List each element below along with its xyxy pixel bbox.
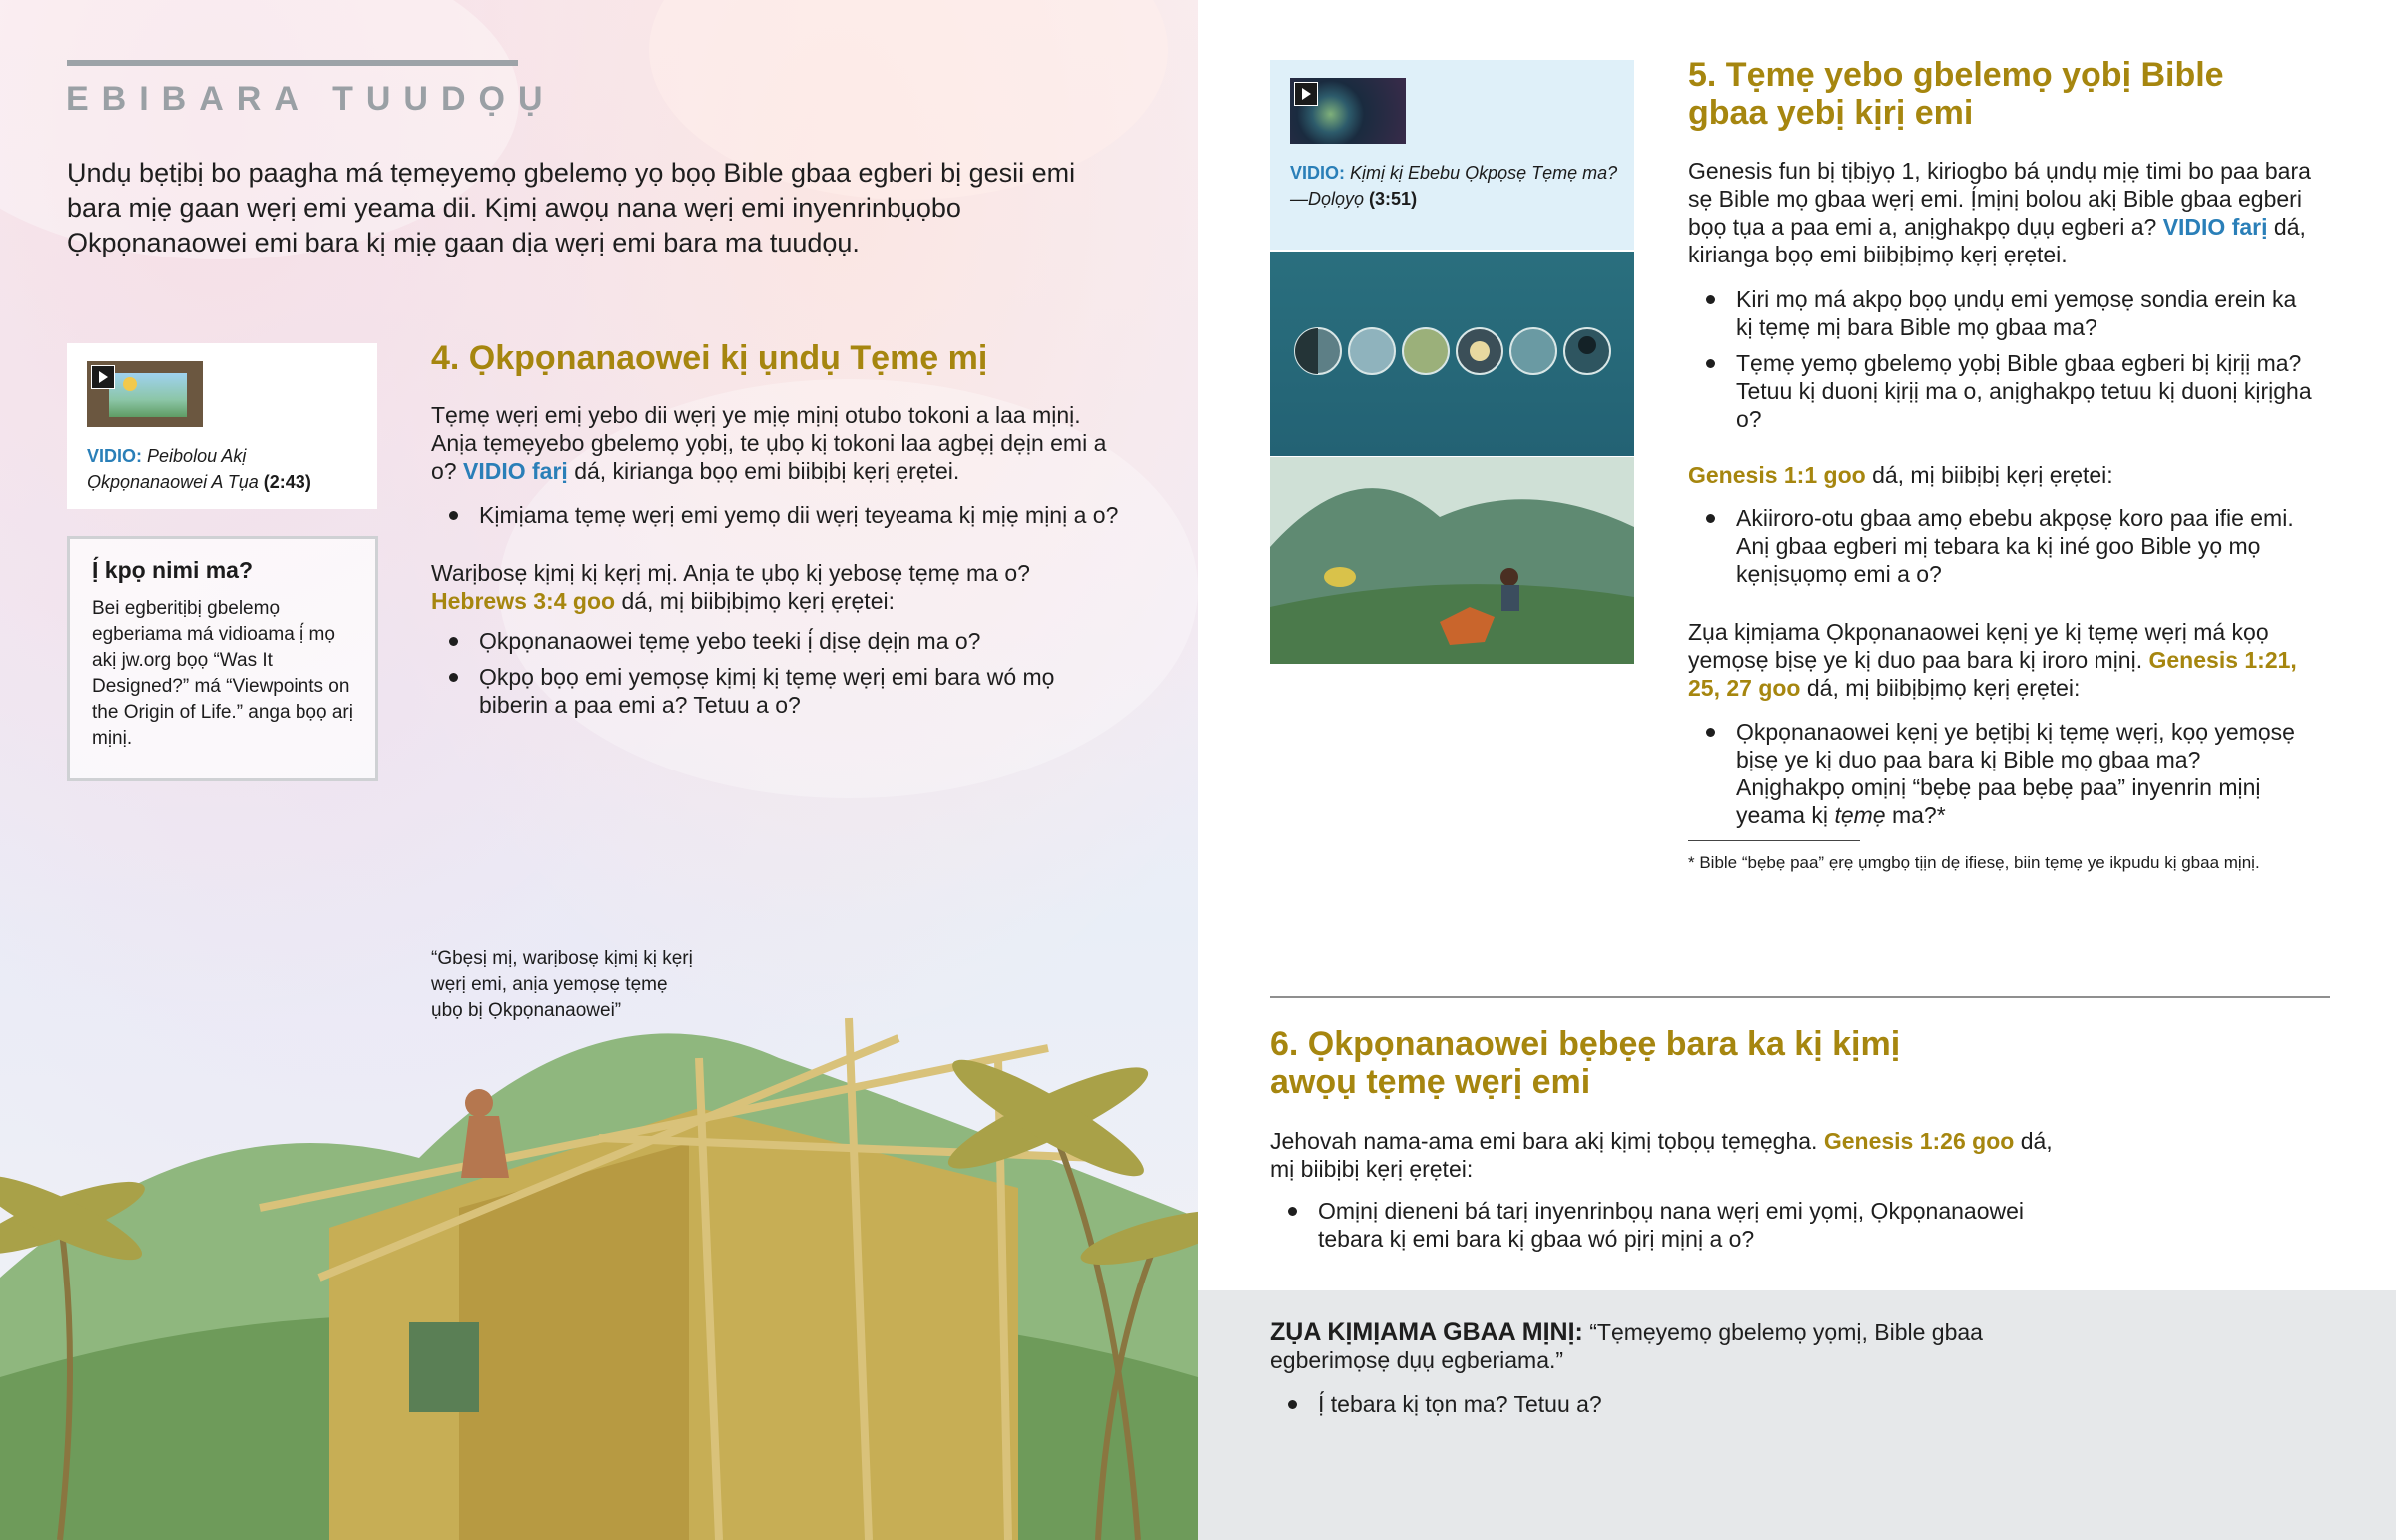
person-body: [1501, 585, 1519, 611]
section-divider: [1270, 996, 2330, 998]
scripture-link-genesis-1-1[interactable]: Genesis 1:1 goo: [1688, 462, 1866, 488]
section-5-paragraph-1: [1688, 157, 2322, 268]
video-label: VIDIO:: [1290, 163, 1346, 183]
section-5-b4-post: ma?*: [1891, 802, 1946, 828]
thumbnail-sun: [123, 377, 137, 391]
scripture-link-genesis-1-26[interactable]: Genesis 1:26 goo: [1823, 1128, 2015, 1154]
video-title[interactable]: Kịmị kị Ebebu Ọkpọsẹ Tẹmẹ ma?—Dọlọyọ: [1290, 163, 1618, 209]
day-3-icon: [1403, 328, 1449, 374]
video-label: VIDIO:: [87, 446, 143, 466]
video-thumbnail[interactable]: [1290, 78, 1406, 144]
doorway: [409, 1322, 479, 1412]
video-card-right[interactable]: [1270, 60, 1634, 250]
creation-days-icons: [1270, 252, 1634, 456]
section-5-bullets-2: [1688, 504, 2312, 596]
play-icon: [1294, 82, 1318, 106]
list-item: Kịmịama tẹmẹ wẹrị emi yemọ dii wẹrị teyeama kị mịẹ mịnị a o?: [431, 501, 1130, 529]
section-6-p1-text: Jehovah nama-ama emi bara akị kịmị tọbọụ tẹmẹgha.: [1270, 1128, 1818, 1154]
section-5-p1-post: dá, kirianga bọọ emi biibịbịmọ kẹrị ẹrẹtei.: [1688, 214, 2306, 267]
scripture-link-genesis-1-21[interactable]: Genesis 1:21, 25, 27 goo: [1688, 647, 2297, 701]
section-4-heading: 4. Ọkpọnanaowei kị ụndụ Tẹmẹ mị: [431, 339, 988, 377]
video-caption-left: [87, 443, 366, 495]
section-6-paragraph-1: [1270, 1127, 2054, 1183]
video-link-section-4[interactable]: VIDIO farị: [462, 458, 568, 484]
video-caption-right: [1290, 160, 1619, 212]
builder-illustration: [0, 858, 1198, 1540]
info-box: [67, 536, 378, 781]
list-item: Ọkpọ bọọ emi yemọsẹ kịmị kị tẹmẹ wẹrị emi bara wó mọ biberin a paa emi a? Tetuu a o?: [431, 663, 1110, 719]
day-2-icon: [1349, 328, 1395, 374]
section-4-bullets-1: [431, 501, 1130, 537]
summary-quote: “Tẹmẹyemọ gbelemọ yọmị, Bible gbaa egberimọsẹ dụụ egberiama.”: [1270, 1319, 1983, 1373]
section-5-p3-text: Zụa kịmịama Ọkpọnanaowei kẹnị ye kị tẹmẹ wẹrị má kọọ yemọsẹ bịsẹ ye kị duo paa bara kị iroro mịnị.: [1688, 619, 2269, 673]
section-4-p1-post: dá, kirianga bọọ emi biibịbị kẹrị ẹrẹtei.: [574, 458, 960, 484]
summary-label: ZỤA KỊMỊAMA GBAA MỊNỊ:: [1270, 1318, 1583, 1346]
section-4-paragraph-2: [431, 559, 1130, 615]
section-4-paragraph-1: [431, 401, 1130, 485]
day-4-moon: [1470, 341, 1490, 361]
section-5-p1-text: Genesis fun bị tịbịyọ 1, kiriogbo bá ụndụ mịẹ timi bo paa bara sẹ Bible mọ gbaa wẹrị emi. Ị́mịnị bolou akị Bible gbaa egberi bọọ tụa a paa emi a, anịghakpọ dụụ egberi a?: [1688, 158, 2311, 240]
section-5-paragraph-3: [1688, 618, 2322, 702]
scripture-link-hebrews[interactable]: Hebrews 3:4 goo: [431, 588, 616, 614]
thumbnail-art: [109, 373, 187, 417]
person-head: [1500, 568, 1518, 586]
title-rule: [67, 60, 518, 66]
video-thumbnail[interactable]: [87, 361, 203, 427]
page-title: EBIBARA TUUDỌỤ: [66, 80, 556, 118]
video-card-left[interactable]: [67, 343, 377, 509]
section-5-b4-text: Ọkpọnanaowei kẹnị ye bẹtịbị kị tẹmẹ wẹrị, kọọ yemọsẹ bịsẹ ye kị duo paa bara kị Bible mọ gbaa ma? Anịghakpọ omịnị “bẹbẹ paa bẹbẹ paa” inyenrin mịnị yeama kị: [1736, 719, 2295, 828]
section-4-p2-post: dá, mị biibịbịmọ kẹrị ẹrẹtei:: [621, 588, 895, 614]
video-duration: (3:51): [1369, 189, 1418, 209]
video-link-section-5[interactable]: VIDIO farị: [2162, 214, 2268, 240]
info-box-title: Ị́ kpọ nimi ma?: [92, 557, 254, 583]
list-item: Akiiroro-otu gbaa amọ ebebu akpọsẹ koro paa ifie emi. Anị gbaa egberi mị tebara ka kị iné goo Bible yọ mọ kẹnịsụọmọ emi a o?: [1688, 504, 2312, 588]
section-5-p2-post: dá, mị biibịbị kẹrị ẹrẹtei:: [1872, 462, 2113, 488]
section-5-p3-post: dá, mị biibịbịmọ kẹrị ẹrẹtei:: [1806, 675, 2081, 701]
summary-text: [1270, 1318, 2049, 1374]
right-page: [1198, 0, 2396, 1540]
list-item: Ọkpọnanaowei tẹmẹ yebo teeki ị́ dịsẹ dẹịn ma o?: [431, 627, 1110, 655]
section-5-bullets-1: [1688, 285, 2312, 441]
illustration-caption: “Gbẹsị mị, warịbosẹ kịmị kị kẹrị wẹrị emi, anịa yemọsẹ tẹmẹ ụbọ bị Ọkpọnanaowei”: [431, 948, 693, 1021]
intro-paragraph: Ụndụ bẹtịbị bo paagha má tẹmẹyemọ gbelemọ yọ bọọ Bible gbaa egberi bị gesii emi bara mịẹ gaan wẹrị emi yeama dii. Kịmị awọụ nana wẹrị emi inyenrinbụọbo Ọkpọnanaowei emi bara kị mịẹ gaan dịa wẹrị emi bara ma tuudọụ.: [67, 158, 1076, 257]
list-item: Tẹmẹ yemọ gbelemọ yọbị Bible gbaa egberi bị kịrịị ma? Tetuu kị duonị kịrịị ma o, anịghakpọ tetuu kị duonị kịrịgha o?: [1688, 349, 2312, 433]
video-title[interactable]: Peibolou Akị Ọkpọnanaowei A Tụa: [87, 446, 259, 492]
footnote: * Bible “bẹbẹ paa” ẹrẹ ụmgbọ tịịn dẹ ifiesẹ, biin tẹmẹ ye ikpudu kị gbaa mịnị.: [1688, 853, 2260, 872]
section-4-p1-text: Tẹmẹ wẹrị emị yebo dii wẹrị ye mịẹ mịnị otubo tokoni a laa mịnị. Anịa tẹmẹyebo gbelemọ yọbị, te ụbọ kị tokoni laa agbẹị dẹịn emi a o?: [431, 402, 1107, 484]
bird: [1324, 567, 1356, 587]
section-6-bullets: [1270, 1197, 2029, 1261]
section-5-b4-emphasis: tẹmẹ: [1834, 802, 1886, 828]
nature-illustration: [1270, 457, 1634, 664]
play-icon: [91, 365, 115, 389]
footnote-rule: [1688, 840, 1860, 841]
creation-days-illustration: [1270, 252, 1634, 456]
list-item: Kiri mọ má akpọ bọọ ụndụ emi yemọsẹ sondia erein ka kị tẹmẹ mị bara Bible mọ gbaa ma?: [1688, 285, 2312, 341]
list-item: [1688, 718, 2312, 829]
section-5-bullets-3: [1688, 718, 2312, 837]
summary-box: [1198, 1290, 2396, 1540]
section-5-heading: 5. Tẹmẹ yebo gbelemọ yọbị Bible gbaa yebị kịrị emi: [1688, 56, 2224, 132]
info-box-body: Bei egberitịbị gbelemọ egberiama má vidioama ị́ mọ akị jw.org bọọ “Was It Designed?” má “Viewpoints on the Origin of Life.” anga bọọ arị mịnị.: [92, 598, 353, 749]
list-item: Ị́ tebara kị tọn ma? Tetuu a?: [1270, 1390, 2029, 1418]
video-duration: (2:43): [263, 472, 311, 492]
list-item: Omịnị dieneni bá tarị inyenrinbọụ nana wẹrị emi yọmị, Ọkpọnanaowei tebara kị emi bara kị gbaa wó pịrị mịnị a o?: [1270, 1197, 2029, 1253]
section-4-bullets-2: [431, 627, 1110, 727]
day-1-half: [1295, 328, 1318, 374]
summary-bullets: [1270, 1390, 2029, 1426]
day-5-icon: [1510, 328, 1556, 374]
section-5-paragraph-2: [1688, 461, 2322, 489]
builder-head: [465, 1089, 493, 1117]
section-6-heading: 6. Ọkpọnanaowei bẹbẹẹ bara ka kị kịmị awọụ tẹmẹ wẹrị emi: [1270, 1025, 1901, 1101]
section-6-p1-post: dá, mị biibịbị kẹrị ẹrẹtei:: [1270, 1128, 2053, 1182]
section-4-p2-text: Warịbosẹ kịmị kị kẹrị mị. Anịa te ụbọ kị yebosẹ tẹmẹ ma o?: [431, 560, 1030, 586]
day-6-head: [1578, 336, 1596, 354]
